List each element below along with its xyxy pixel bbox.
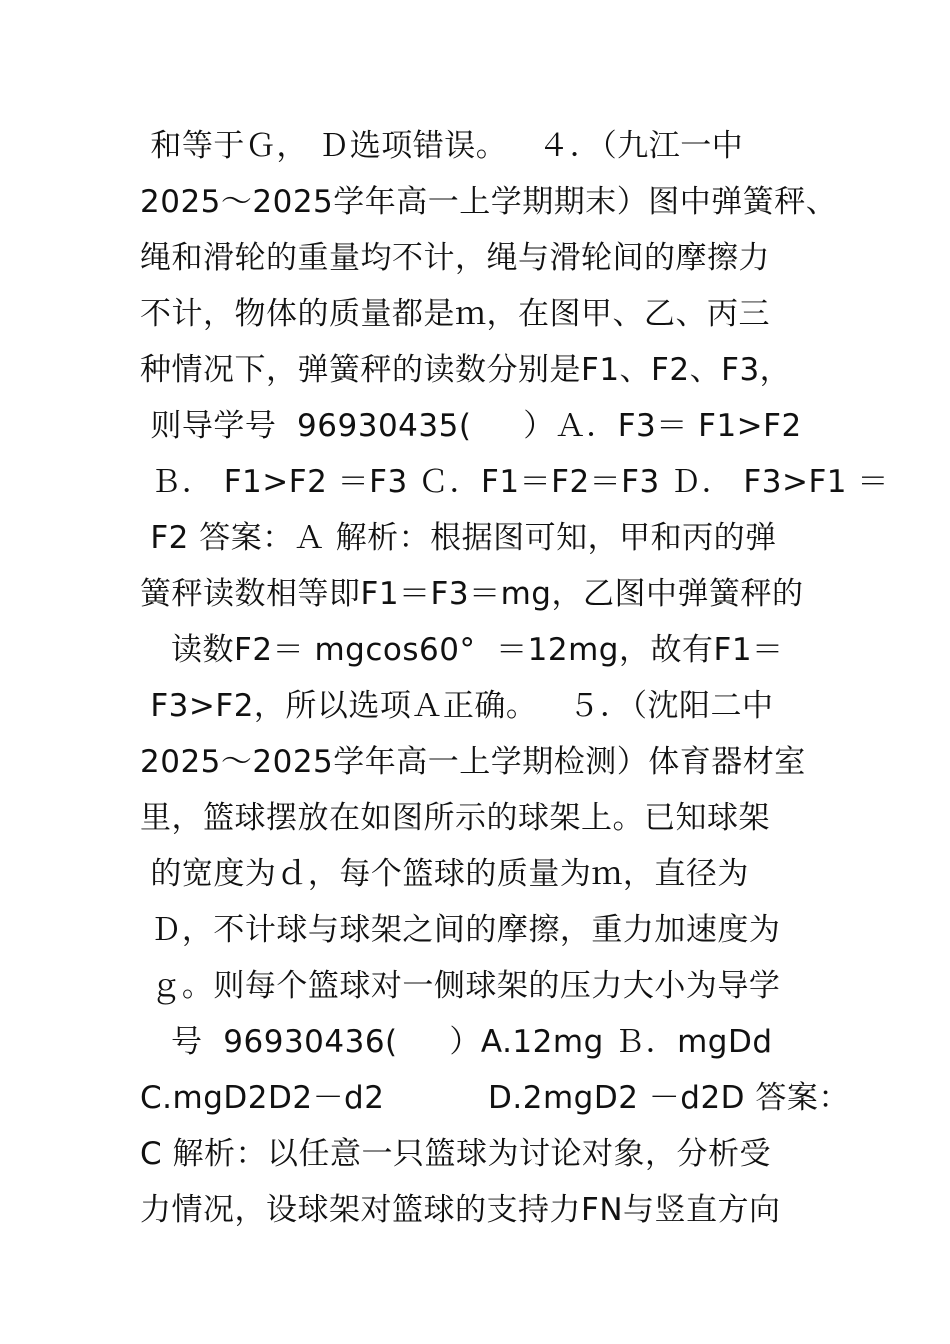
text-line: F3>F2，所以选项Ａ正确。 ５．（沈阳二中 xyxy=(140,688,774,724)
text-line: 不计，物体的质量都是ｍ，在图甲、乙、丙三 xyxy=(140,296,770,332)
text-line: Ｄ，不计球与球架之间的摩擦，重力加速度为 xyxy=(140,912,781,948)
text-line: 力情况，设球架对篮球的支持力FN与竖直方向 xyxy=(140,1192,781,1228)
text-line: 簧秤读数相等即F1＝F3＝mg，乙图中弹簧秤的 xyxy=(140,576,804,612)
text-line: 和等于Ｇ， Ｄ选项错误。 ４．（九江一中 xyxy=(140,128,744,164)
text-line: 2025～2025学年高一上学期检测）体育器材室 xyxy=(140,744,806,780)
text-line: 读数F2＝ mgcos60° ＝12mg，故有F1＝ xyxy=(140,632,784,668)
text-line: F2 答案：Ａ 解析：根据图可知，甲和丙的弹 xyxy=(140,520,777,556)
text-line: ｇ。则每个篮球对一侧球架的压力大小为导学 xyxy=(140,968,781,1004)
text-line: 则导学号 96930435( ）Ａ．F3＝ F1>F2 xyxy=(140,408,802,444)
text-line: 种情况下，弹簧秤的读数分别是F1、F2、F3， xyxy=(140,352,792,388)
text-line: 的宽度为ｄ，每个篮球的质量为ｍ，直径为 xyxy=(140,856,749,892)
text-line: 绳和滑轮的重量均不计，绳与滑轮间的摩擦力 xyxy=(140,240,770,276)
text-line: Ｂ． F1>F2 ＝F3 Ｃ．F1＝F2＝F3 Ｄ． F3>F1 ＝ xyxy=(140,464,889,500)
text-line: 里，篮球摆放在如图所示的球架上。已知球架 xyxy=(140,800,770,836)
text-line: C.mgD2D2－d2 D.2mgD2 －d2D 答案： xyxy=(140,1080,850,1116)
text-line: 2025～2025学年高一上学期期末）图中弹簧秤、 xyxy=(140,184,838,220)
text-line: C 解析：以任意一只篮球为讨论对象，分析受 xyxy=(140,1136,771,1172)
text-line: 号 96930436( ）A.12mg Ｂ．mgDd xyxy=(140,1024,773,1060)
